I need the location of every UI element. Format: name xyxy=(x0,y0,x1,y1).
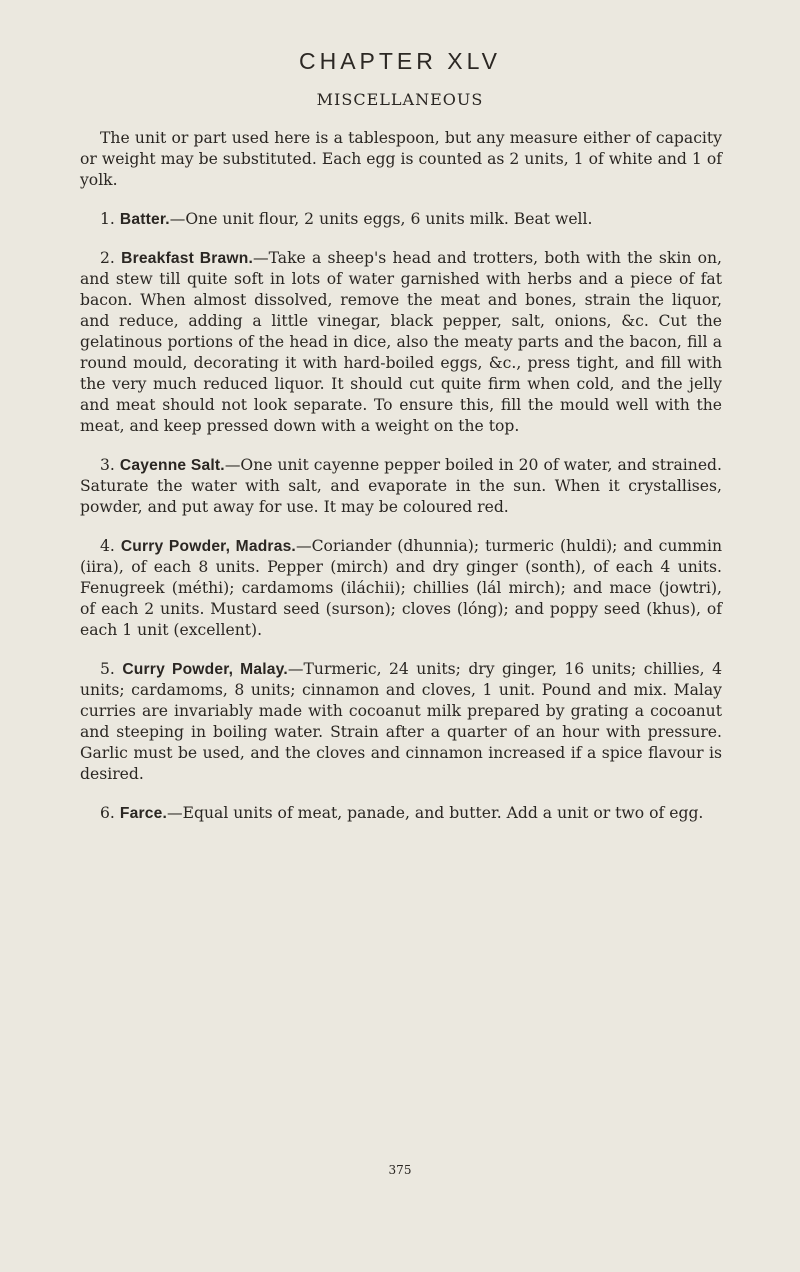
page-number: 375 xyxy=(388,1163,412,1177)
recipe-batter xyxy=(80,209,722,230)
page-body xyxy=(80,128,722,842)
section-title: MISCELLANEOUS xyxy=(316,90,484,109)
recipe-curry-malay xyxy=(80,659,722,785)
intro-paragraph: The unit or part used here is a tablespoon, but any measure either of capacity or weight may be substituted. Each egg is counted as 2 units, 1 of white and 1 of yolk. xyxy=(80,129,722,189)
recipe-text: —One unit cayenne pepper boiled in 20 of water, and strained. Saturate the water with salt, and evaporate in the sun. When it crystallises, powder, and put away for use. It may be coloured red. xyxy=(80,456,722,516)
recipe-text: —Turmeric, 24 units; dry ginger, 16 units; chillies, 4 units; cardamoms, 8 units; cinnamon and cloves, 1 unit. Pound and mix. Malay curries are invariably made with cocoanut milk prepared by grating a cocoanut and steeping in boiling water. Strain after a quarter of an hour with pressure. Garlic must be used, and the cloves and cinnamon increased if a spice flavour is desired. xyxy=(80,660,722,783)
chapter-title: CHAPTER XLV xyxy=(298,48,502,74)
recipe-number: 3. xyxy=(100,456,115,474)
recipe-curry-madras xyxy=(80,536,722,641)
recipe-text: —Coriander (dhunnia); turmeric (huldi); and cummin (iira), of each 8 units. Pepper (mirch) and dry ginger (sonth), of each 4 units. Fenugreek (méthi); cardamoms (iláchii); chillies (lál mirch); and mace (jowtri), of each 2 units. Mustard seed (surson); cloves (lóng); and poppy seed (khus), of each 1 unit (excellent). xyxy=(80,537,722,639)
recipe-heading: Curry Powder, Madras. xyxy=(120,538,296,555)
recipe-text: —One unit flour, 2 units eggs, 6 units milk. Beat well. xyxy=(169,210,593,228)
recipe-number: 4. xyxy=(100,537,115,555)
recipe-number: 1. xyxy=(100,210,115,228)
recipe-heading: Cayenne Salt. xyxy=(119,457,225,474)
recipe-text: —Equal units of meat, panade, and butter. Add a unit or two of egg. xyxy=(167,804,704,822)
recipe-cayenne-salt xyxy=(80,455,722,518)
recipe-heading: Batter. xyxy=(119,211,170,228)
recipe-number: 2. xyxy=(100,249,115,267)
recipe-breakfast-brawn xyxy=(80,248,722,437)
recipe-heading: Farce. xyxy=(119,805,168,822)
recipe-heading: Curry Powder, Malay. xyxy=(122,661,288,678)
recipe-number: 6. xyxy=(100,804,115,822)
recipe-heading: Breakfast Brawn. xyxy=(121,250,253,267)
recipe-farce xyxy=(80,803,722,824)
recipe-number: 5. xyxy=(100,660,115,678)
recipe-text: —Take a sheep's head and trotters, both with the skin on, and stew till quite soft in lots of water garnished with herbs and a piece of fat bacon. When almost dissolved, remove the meat and bones, strain the liquor, and reduce, adding a little vinegar, black pepper, salt, onions, &c. Cut the gelatinous portions of the head in dice, also the meaty parts and the bacon, fill a round mould, decorating it with hard-boiled eggs, &c., press tight, and fill with the very much reduced liquor. It should cut quite firm when cold, and the jelly and meat should not look separate. To ensure this, fill the mould well with the meat, and keep pressed down with a weight on the top. xyxy=(80,249,722,435)
